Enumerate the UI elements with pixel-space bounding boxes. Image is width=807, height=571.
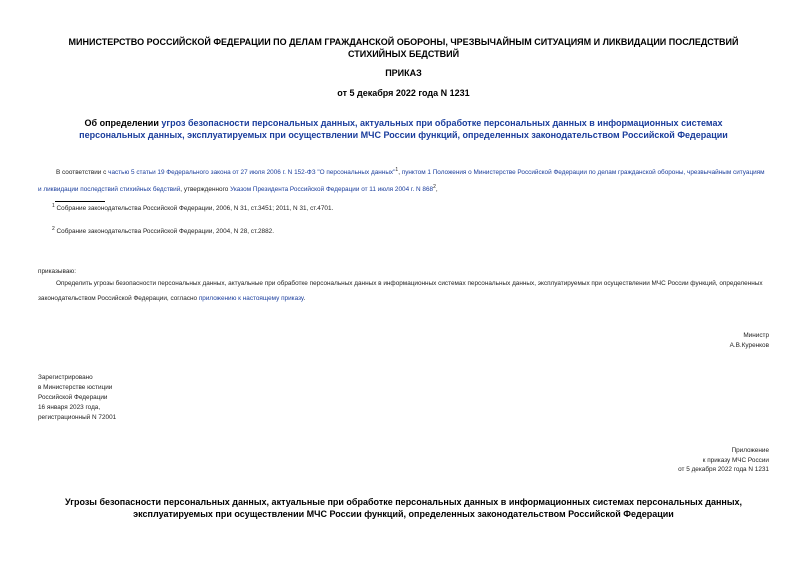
appendix-line-2: к приказу МЧС России — [702, 456, 769, 464]
preamble-text-2: , — [398, 169, 402, 177]
signature — [730, 331, 769, 350]
title-link[interactable]: угроз безопасности персональных данных, актуальных при обработке персональных данных в информационных системах персональных данных, эксплуатируемых при осуществлении МЧС России функций, определенных законодательством Российской Федерации — [79, 118, 728, 140]
footnote-divider — [55, 201, 105, 202]
preamble — [38, 163, 769, 197]
law-152-link[interactable]: частью 5 статьи 19 Федерального закона от 27 июля 2006 г. N 152-ФЗ "О персональных данных" — [108, 169, 396, 177]
footnote-2 — [52, 226, 274, 235]
document-title — [70, 117, 737, 141]
preamble-text-3: , утвержденного — [180, 186, 231, 194]
appendix-label: Приложение — [731, 447, 769, 454]
order-text — [38, 276, 769, 306]
preamble-text-1: В соответствии с — [56, 169, 109, 177]
prikazyvayu: приказываю: — [38, 268, 76, 275]
footnote-ref-2[interactable]: 2 — [433, 184, 436, 191]
preamble-text-4: , — [435, 186, 438, 194]
appendix-title: Угрозы безопасности персональных данных, актуальные при обработке персональных данных в информационных системах персональных данных, эксплуатируемых при осуществлении МЧС России функций, определенных законодательством Российской Федерации — [64, 497, 743, 519]
registration-line: 16 января 2023 года, — [38, 404, 101, 411]
order-end: . — [303, 295, 306, 302]
doc-type: ПРИКАЗ — [385, 68, 422, 78]
order-body: Определить угрозы безопасности персональных данных, актуальные при обработке персональных данных в информационных системах персональных данных, эксплуатируемых при осуществлении МЧС России функций, определенных законодательством Российской Федерации, согласно — [38, 280, 763, 302]
footnote-text-1: Собрание законодательства Российской Федерации, 2006, N 31, ст.3451; 2011, N 31, ст.4701. — [54, 205, 334, 213]
footnote-ref-1[interactable]: 1 — [395, 167, 399, 173]
footnote-mark-1: 1 — [52, 203, 55, 209]
appendix-line-3: от 5 декабря 2022 года N 1231 — [678, 466, 769, 473]
title-prefix: Об определении — [84, 118, 162, 128]
regulation-link[interactable]: пунктом 1 Положения о Министерстве Российской Федерации по делам гражданской обороны, чрезвычайным ситуациям и ликвидации последствий стихийных бедствий — [38, 169, 765, 194]
footnote-1 — [52, 203, 333, 212]
ministry-header: МИНИСТЕРСТВО РОССИЙСКОЙ ФЕДЕРАЦИИ ПО ДЕЛАМ ГРАЖДАНСКОЙ ОБОРОНЫ, ЧРЕЗВЫЧАЙНЫМ СИТУАЦИЯМ И ЛИКВИДАЦИИ ПОСЛЕДСТВИЙ СТИХИЙНЫХ БЕДСТВИЙ — [68, 37, 739, 59]
registration-line: в Министерстве юстиции — [38, 384, 113, 391]
signature-name: А.В.Куренков — [729, 341, 769, 349]
registration-line: Российской Федерации — [38, 394, 108, 401]
registration-line: регистрационный N 72001 — [38, 414, 117, 421]
appendix-link[interactable]: приложению к настоящему приказу — [198, 295, 304, 302]
registration-line: Зарегистрировано — [38, 374, 93, 381]
appendix-header — [678, 446, 769, 475]
footnote-text-2: Собрание законодательства Российской Федерации, 2004, N 28, ст.2882. — [54, 228, 274, 236]
doc-date-number: от 5 декабря 2022 года N 1231 — [337, 88, 470, 98]
decree-868-link[interactable]: Указом Президента Российской Федерации от 11 июля 2004 г. N 868 — [230, 186, 434, 194]
footnote-mark-2: 2 — [52, 226, 55, 232]
registration-block — [38, 373, 116, 423]
signature-position: Министр — [743, 332, 769, 339]
